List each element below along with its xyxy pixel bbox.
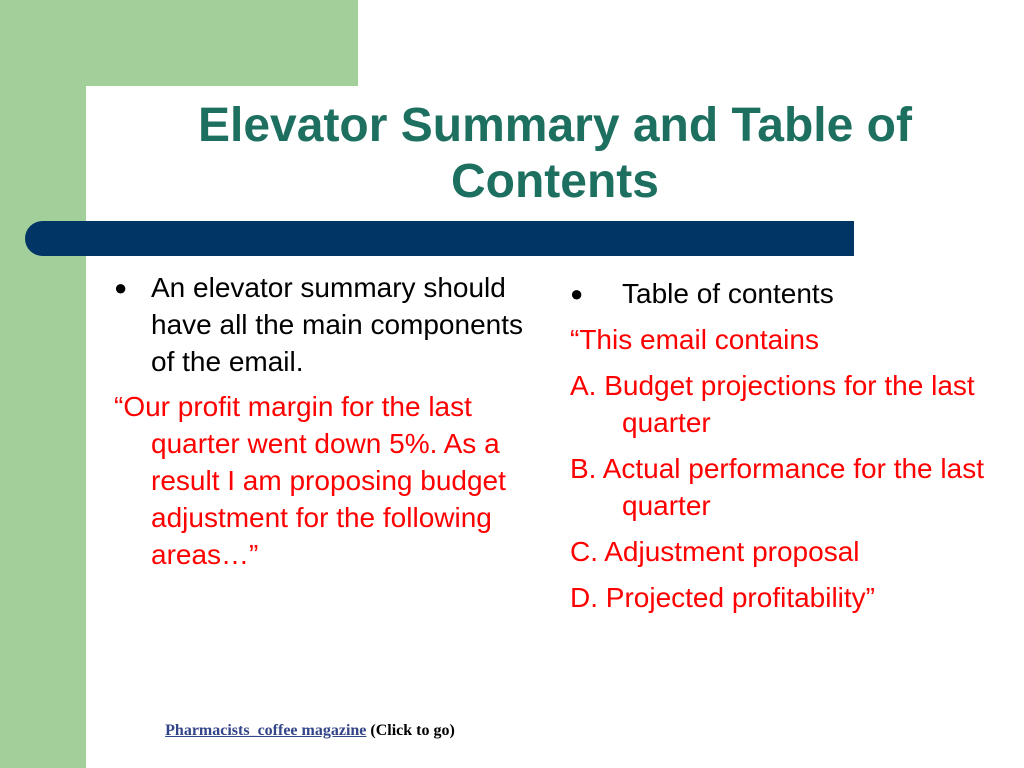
toc-line-intro: “This email contains	[570, 324, 819, 355]
left-column	[114, 269, 534, 573]
toc-line-b: B. Actual performance for the last quarter	[570, 453, 984, 521]
footer-suffix: (Click to go)	[370, 722, 455, 739]
left-quote: “Our profit margin for the last quarter went down 5%. As a result I am proposing budget adjustment for the following areas…”	[114, 391, 506, 570]
right-bullet-text: Table of contents	[622, 278, 834, 309]
footer	[0, 722, 620, 740]
slide-title: Elevator Summary and Table of Contents	[198, 99, 912, 208]
right-bullet	[570, 275, 990, 312]
toc-line-d: D. Projected profitability”	[570, 582, 876, 613]
toc-line-c: C. Adjustment proposal	[570, 536, 860, 567]
title-divider-bar	[25, 221, 854, 256]
right-column	[570, 275, 990, 616]
bullet-dot-icon: ●	[114, 275, 128, 300]
green-side-band	[0, 0, 86, 768]
magazine-link[interactable]: Pharmacists_coffee magazine	[165, 722, 367, 739]
left-bullet	[114, 269, 534, 380]
toc-line-a: A. Budget projections for the last quarter	[570, 370, 975, 438]
left-bullet-text: An elevator summary should have all the main components of the email.	[151, 272, 523, 377]
bullet-dot-icon: ●	[570, 281, 584, 306]
green-top-band	[0, 0, 358, 86]
